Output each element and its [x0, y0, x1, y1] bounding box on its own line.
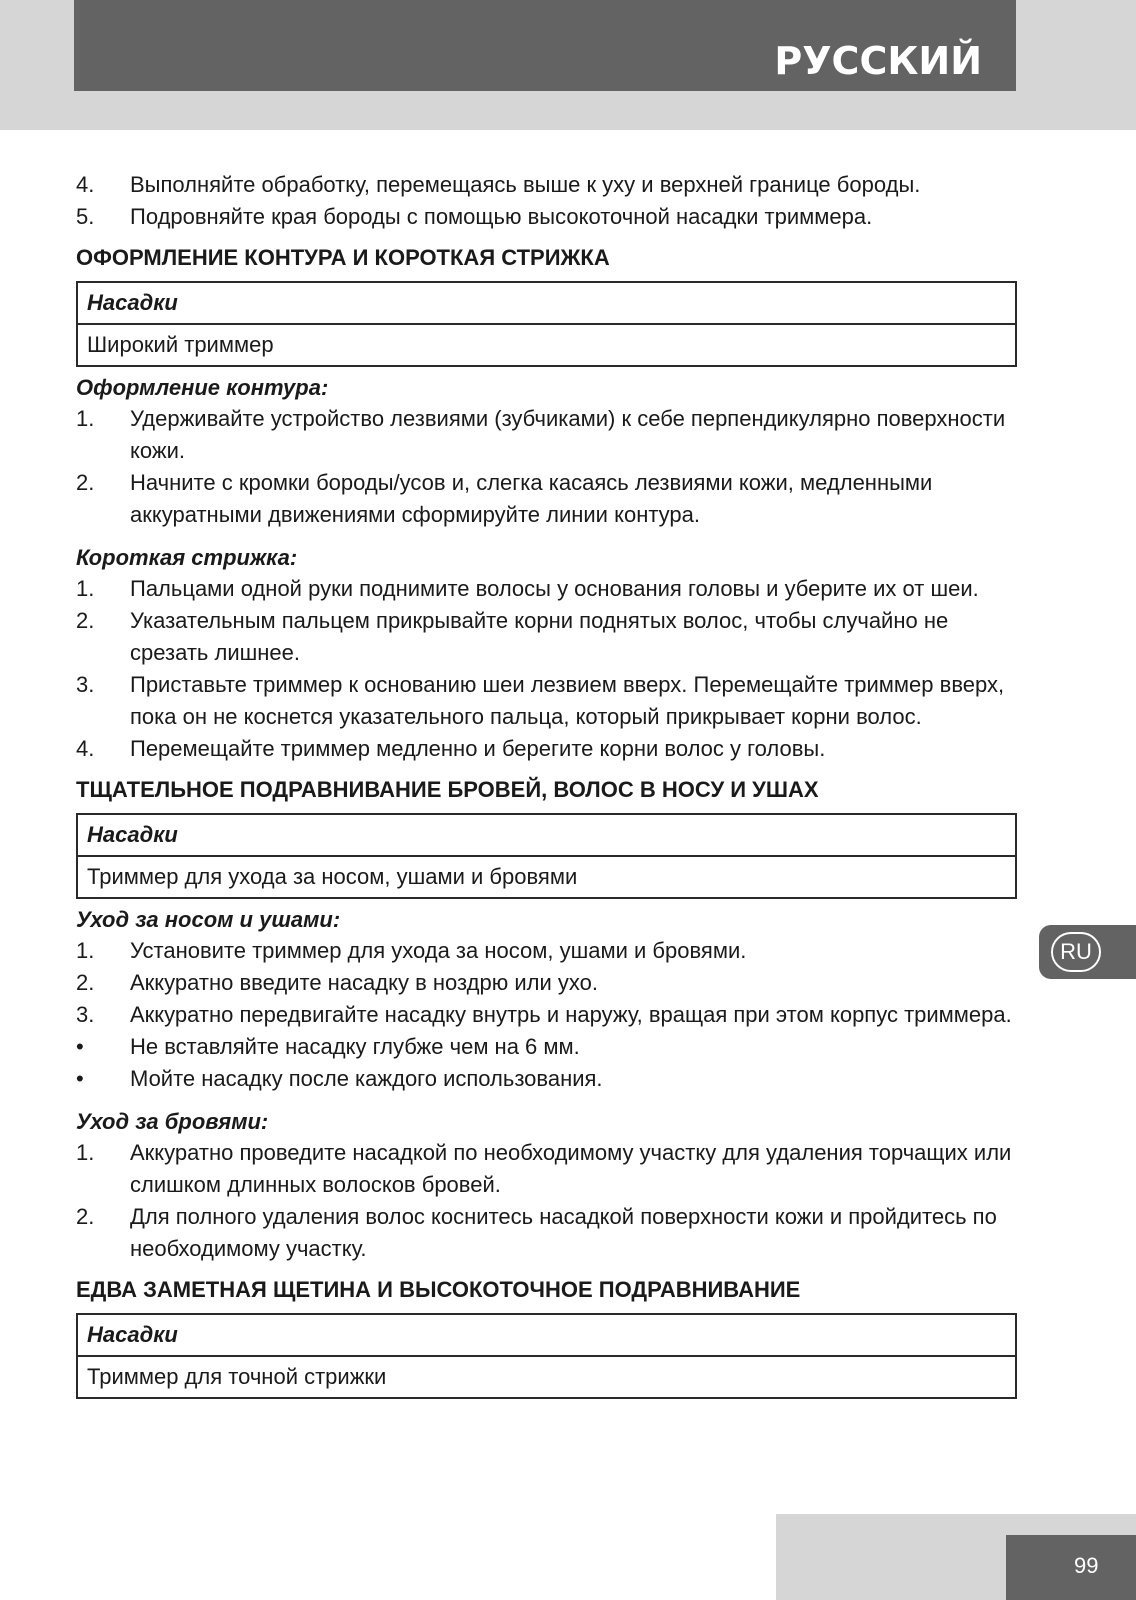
item-number: 5. — [76, 204, 95, 229]
bullet-icon: • — [76, 1066, 84, 1091]
item-number: 1. — [76, 406, 95, 431]
item-text: Указательным пальцем прикрывайте корни поднятых волос, чтобы случайно не срезать лишнее. — [130, 608, 949, 665]
item-text: Аккуратно введите насадку в ноздрю или ухо. — [130, 970, 598, 995]
item-number: 1. — [76, 576, 95, 601]
item-number: 2. — [76, 470, 95, 495]
bullet-item — [76, 1063, 1018, 1095]
item-text: Не вставляйте насадку глубже чем на 6 мм. — [130, 1034, 580, 1059]
item-text: Установите триммер для ухода за носом, ушами и бровями. — [130, 938, 747, 963]
item-number: 1. — [76, 938, 95, 963]
language-code: RU — [1051, 932, 1101, 972]
subsection-heading: Уход за бровями: — [76, 1109, 269, 1134]
subsection-heading: Оформление контура: — [76, 375, 329, 400]
attachment-value: Триммер для ухода за носом, ушами и бровями — [77, 856, 1016, 898]
attachments-table — [76, 281, 1017, 367]
list-item — [76, 1137, 1018, 1201]
item-text: Перемещайте триммер медленно и берегите корни волос у головы. — [130, 736, 826, 761]
list-item — [76, 467, 1018, 531]
section-heading: ТЩАТЕЛЬНОЕ ПОДРАВНИВАНИЕ БРОВЕЙ, ВОЛОС В НОСУ И УШАХ — [76, 777, 819, 802]
subsection-heading: Уход за носом и ушами: — [76, 907, 341, 932]
item-text: Пальцами одной руки поднимите волосы у основания головы и уберите их от шеи. — [130, 576, 979, 601]
item-number: 3. — [76, 672, 95, 697]
item-number: 3. — [76, 1002, 95, 1027]
page-title: РУССКИЙ — [774, 39, 982, 83]
item-number: 2. — [76, 1204, 95, 1229]
attachments-table — [76, 813, 1017, 899]
subsection-heading: Короткая стрижка: — [76, 545, 298, 570]
bullet-item — [76, 1031, 1018, 1063]
list-item — [76, 403, 1018, 467]
item-number: 4. — [76, 172, 95, 197]
bullet-icon: • — [76, 1034, 84, 1059]
item-text: Аккуратно передвигайте насадку внутрь и наружу, вращая при этом корпус триммера. — [130, 1002, 1012, 1027]
item-text: Подровняйте края бороды с помощью высокоточной насадки триммера. — [130, 204, 873, 229]
item-text: Приставьте триммер к основанию шеи лезвием вверх. Перемещайте триммер вверх, пока он не коснется указательного пальца, который прикрывает корни волос. — [130, 672, 1005, 729]
attachment-value: Триммер для точной стрижки — [77, 1356, 1016, 1398]
language-tab — [1039, 925, 1136, 979]
list-item — [76, 935, 1018, 967]
item-text: Выполняйте обработку, перемещаясь выше к уху и верхней границе бороды. — [130, 172, 921, 197]
list-item — [76, 201, 1018, 233]
header-bar — [74, 0, 1016, 91]
item-text: Мойте насадку после каждого использования. — [130, 1066, 603, 1091]
section-heading: ЕДВА ЗАМЕТНАЯ ЩЕТИНА И ВЫСОКОТОЧНОЕ ПОДРАВНИВАНИЕ — [76, 1277, 801, 1302]
attachments-header: Насадки — [77, 814, 1016, 856]
list-item — [76, 967, 1018, 999]
item-text: Для полного удаления волос коснитесь насадкой поверхности кожи и пройдитесь по необходимому участку. — [130, 1204, 997, 1261]
page-number-box — [1006, 1535, 1136, 1600]
list-item — [76, 605, 1018, 669]
list-item — [76, 733, 1018, 765]
list-item — [76, 169, 1018, 201]
attachments-header: Насадки — [77, 1314, 1016, 1356]
item-text: Удерживайте устройство лезвиями (зубчиками) к себе перпендикулярно поверхности кожи. — [130, 406, 1006, 463]
main-content — [76, 169, 1018, 1405]
item-number: 4. — [76, 736, 95, 761]
attachments-header: Насадки — [77, 282, 1016, 324]
list-item — [76, 1201, 1018, 1265]
item-text: Аккуратно проведите насадкой по необходимому участку для удаления торчащих или слишком длинных волосков бровей. — [130, 1140, 1012, 1197]
attachments-table — [76, 1313, 1017, 1399]
attachment-value: Широкий триммер — [77, 324, 1016, 366]
item-number: 2. — [76, 608, 95, 633]
list-item — [76, 573, 1018, 605]
section-heading: ОФОРМЛЕНИЕ КОНТУРА И КОРОТКАЯ СТРИЖКА — [76, 245, 610, 270]
item-text: Начните с кромки бороды/усов и, слегка касаясь лезвиями кожи, медленными аккуратными движениями сформируйте линии контура. — [130, 470, 933, 527]
list-item — [76, 669, 1018, 733]
item-number: 1. — [76, 1140, 95, 1165]
item-number: 2. — [76, 970, 95, 995]
page-number: 99 — [1074, 1553, 1099, 1578]
list-item — [76, 999, 1018, 1031]
